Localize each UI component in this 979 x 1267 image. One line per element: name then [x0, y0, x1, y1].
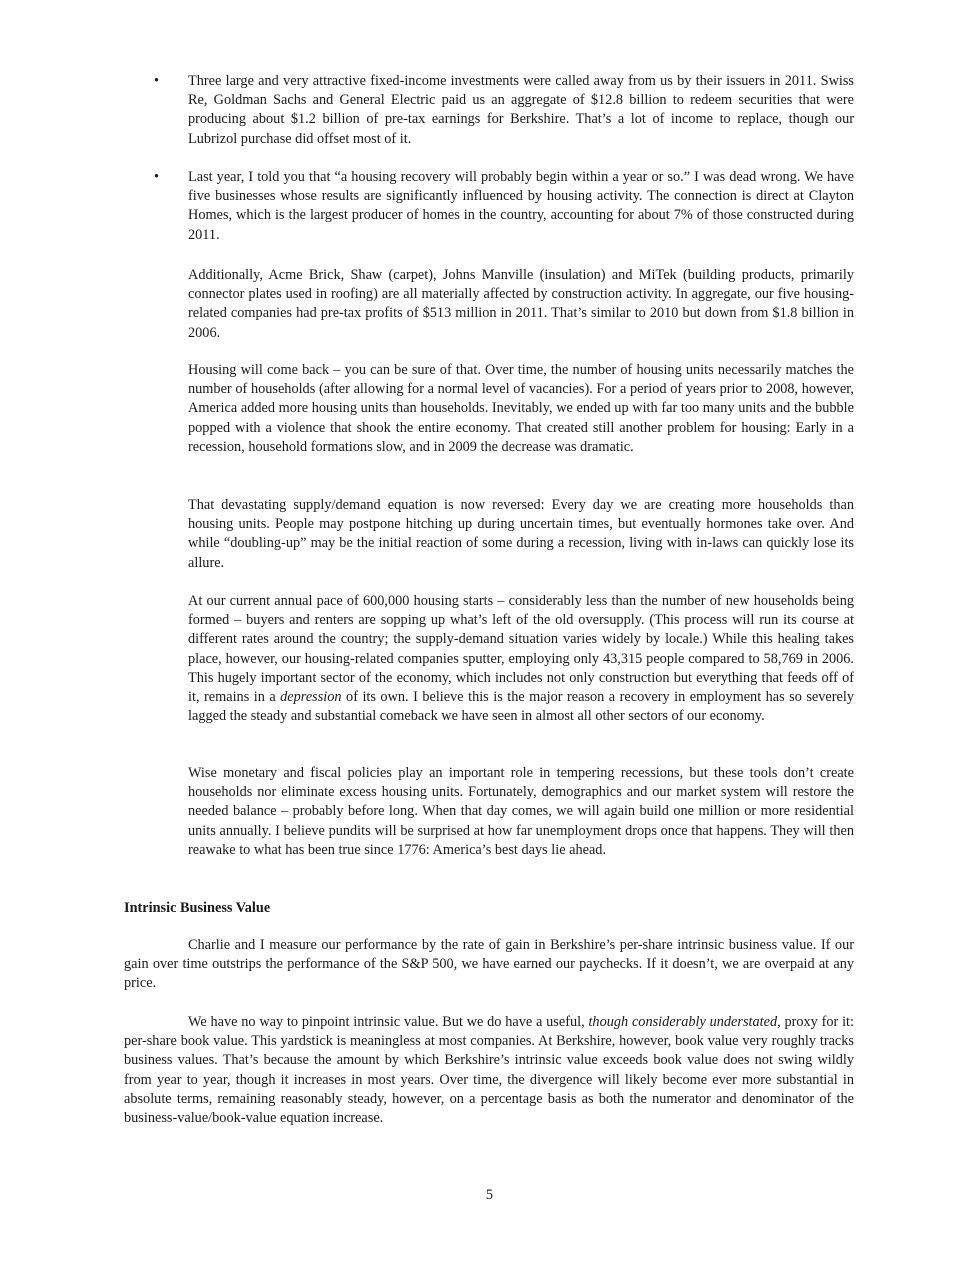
paragraph-housing-starts	[188, 592, 854, 726]
text-run: , proxy for it: per-share book value. This yardstick is meaningless at most companies. At Berkshire, however, book value very roughly tracks business values. That’s because the amount by which Berkshire’s intrinsic value exceeds book value does not swing wildly from year to year, though it increases in most years. Over time, the divergence will likely become ever more substantial in absolute terms, remaining reasonably steady, however, on a percentage basis as both the numerator and denominator of the business-value/book-value equation increase.	[124, 1014, 854, 1127]
paragraph-supply-demand: That devastating supply/demand equation is now reversed: Every day we are creating more households than housing units. People may postpone hitching up during uncertain times, but eventually hormones take over. And while “doubling-up” may be the initial reaction of some during a recession, living with in-laws can quickly lose its allure.	[188, 497, 854, 571]
bullet-paragraph-redemptions: Three large and very attractive fixed-income investments were called away from us by their issuers in 2011. Swiss Re, Goldman Sachs and General Electric paid us an aggregate of $12.8 billion to redeem securities that were producing about $1.2 billion of pre-tax earnings for Berkshire. That’s a lot of income to replace, though our Lubrizol purchase did offset most of it.	[188, 73, 854, 147]
emphasis-text: though considerably understated	[588, 1014, 778, 1030]
text-run: We have no way to pinpoint intrinsic value. But we do have a useful,	[188, 1014, 589, 1030]
bullet-marker: •	[154, 169, 160, 185]
paragraph-housing-companies: Additionally, Acme Brick, Shaw (carpet), Johns Manville (insulation) and MiTek (building products, primarily connector plates used in roofing) are all materially affected by construction activity. In aggregate, our five housing-related companies had pre-tax profits of $513 million in 2011. That’s similar to 2010 but down from $1.8 billion in 2006.	[188, 267, 854, 341]
page-number: 5	[485, 1187, 494, 1203]
paragraph-book-value	[124, 1013, 854, 1128]
bullet-paragraph-housing: Last year, I told you that “a housing recovery will probably begin within a year or so.” I was dead wrong. We have five businesses whose results are significantly influenced by housing activity. The connection is direct at Clayton Homes, which is the largest producer of homes in the country, accounting for about 7% of those constructed during 2011.	[188, 169, 854, 243]
paragraph-performance: Charlie and I measure our performance by the rate of gain in Berkshire’s per-share intrinsic business value. If our gain over time outstrips the performance of the S&P 500, we have earned our paychecks. If it doesn’t, we are overpaid at any price.	[124, 937, 854, 992]
emphasis-text: depression	[280, 689, 342, 706]
section-heading: Intrinsic Business Value	[124, 900, 271, 916]
text-run: of its own. I believe this is the major reason a recovery in employment has so severely lagged the steady and substantial comeback we have seen in almost all other sectors of our economy.	[188, 689, 854, 725]
paragraph-policies: Wise monetary and fiscal policies play an important role in tempering recessions, but these tools don’t create households nor eliminate excess housing units. Fortunately, demographics and our market system will restore the needed balance – probably before long. When that day comes, we will again build one million or more residential units annually. I believe pundits will be surprised at how far unemployment drops once that happens. They will then reawake to what has been true since 1776: America’s best days lie ahead.	[188, 765, 854, 858]
paragraph-housing-comeback: Housing will come back – you can be sure of that. Over time, the number of housing units necessarily matches the number of households (after allowing for a normal level of vacancies). For a period of years prior to 2008, however, America added more housing units than households. Inevitably, we ended up with far too many units and the bubble popped with a violence that shook the entire economy. That created still another problem for housing: Early in a recession, household formations slow, and in 2009 the decrease was dramatic.	[188, 362, 854, 455]
bullet-marker: •	[154, 73, 160, 89]
text-run: At our current annual pace of 600,000 housing starts – considerably less than the number of new households being formed – buyers and renters are sopping up what’s left of the old oversupply. (This process will run its course at different rates around the country; the supply-demand situation varies widely by locale.) While this healing takes place, however, our housing-related companies sputter, employing only 43,315 people compared to 58,769 in 2006. This hugely important sector of the economy, which includes not only construction but everything that feeds off of it, remains in a	[188, 593, 854, 706]
